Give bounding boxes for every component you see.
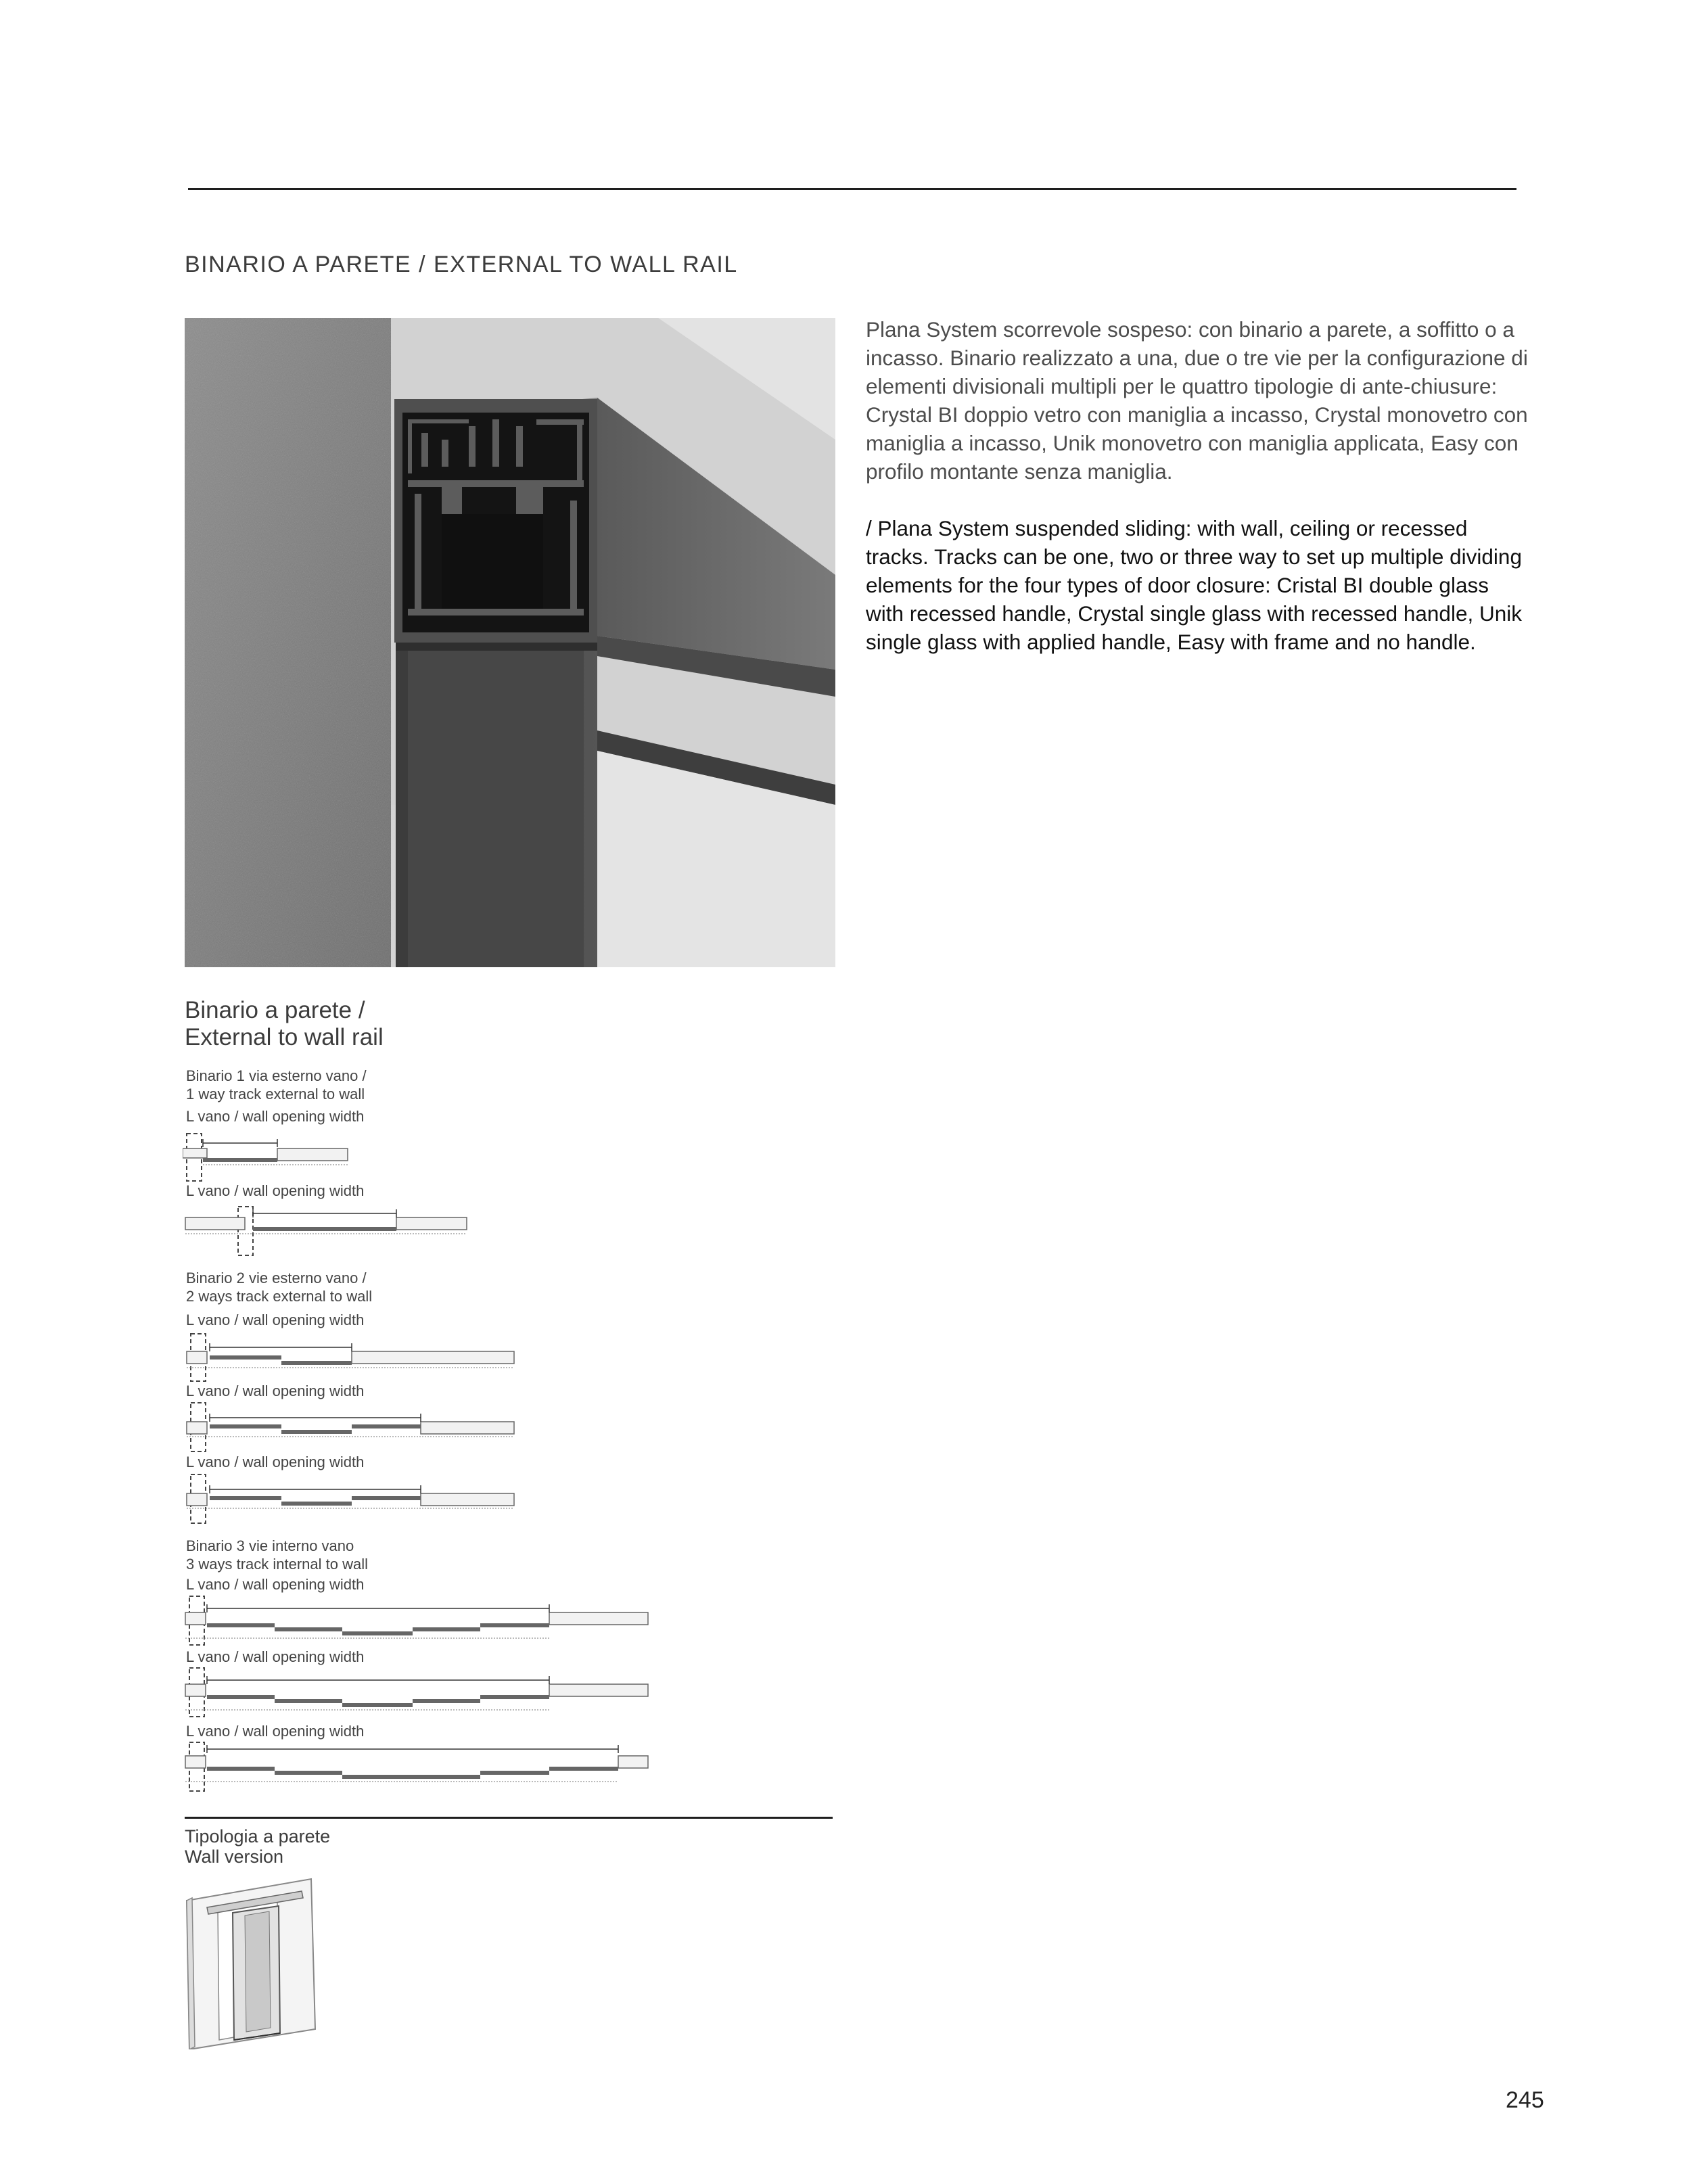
group-3-title [186,1537,368,1573]
section-title: BINARIO A PARETE / EXTERNAL TO WALL RAIL [185,252,738,277]
top-divider [188,188,1516,190]
page-number: 245 [1506,2087,1544,2113]
g1-label-1: L vano / wall opening width [186,1108,365,1125]
g3-diagram-1 [183,1594,656,1648]
wall-version-line1: Tipologia a parete [185,1826,331,1846]
diagrams-title [185,997,384,1051]
group-3-title-line1: Binario 3 vie interno vano [186,1537,354,1554]
g2-diagram-2 [183,1400,521,1454]
diagrams-title-line2: External to wall rail [185,1024,384,1050]
g2-diagram-1 [183,1331,521,1383]
wall-version-line2: Wall version [185,1846,284,1867]
g2-label-1: L vano / wall opening width [186,1311,365,1328]
group-2-title-line2: 2 ways track external to wall [186,1288,373,1305]
g2-label-2: L vano / wall opening width [186,1383,365,1399]
g3-diagram-3 [183,1740,656,1794]
g1-diagram-2 [183,1203,473,1257]
group-3-title-line2: 3 ways track internal to wall [186,1556,368,1573]
description-english: / Plana System suspended sliding: with wall, ceiling or recessed tracks. Tracks can be one, two or three way to set up multiple dividing elements for the four types of door closure: Cristal BI double glass with recessed handle, Crystal single glass with recessed handle, Unik single glass with applied handle, Easy with frame and no handle. [866,516,1522,654]
g3-label-2: L vano / wall opening width [186,1648,365,1665]
wall-version-label [185,1826,330,1867]
group-1-title-line1: Binario 1 via esterno vano / [186,1067,367,1084]
group-1-title-line2: 1 way track external to wall [186,1086,365,1102]
g1-label-2: L vano / wall opening width [186,1182,365,1199]
group-2-title [186,1269,372,1305]
g3-label-1: L vano / wall opening width [186,1576,365,1593]
wall-version-divider [185,1817,833,1819]
wall-door-illustration [183,1874,318,2049]
group-1-title [186,1067,367,1103]
rail-profile-photo [185,318,835,967]
group-2-title-line1: Binario 2 vie esterno vano / [186,1270,367,1286]
g1-diagram-1 [183,1128,365,1182]
description-italian: Plana System scorrevole sospeso: con binario a parete, a soffitto o a incasso. Binario realizzato a una, due o tre vie per la configurazione di elementi divisionali multipli per le quattro tipologie di ante-chiusure: Crystal BI doppio vetro con maniglia a incasso, Crystal monovetro con maniglia a incasso, Unik monovetro con maniglia applicata, Easy con profilo montante senza maniglia. [866,317,1528,484]
g2-diagram-3 [183,1472,521,1526]
g3-label-3: L vano / wall opening width [186,1723,365,1740]
diagrams-title-line1: Binario a parete / [185,997,365,1023]
g3-diagram-2 [183,1665,656,1719]
g2-label-3: L vano / wall opening width [186,1454,365,1470]
